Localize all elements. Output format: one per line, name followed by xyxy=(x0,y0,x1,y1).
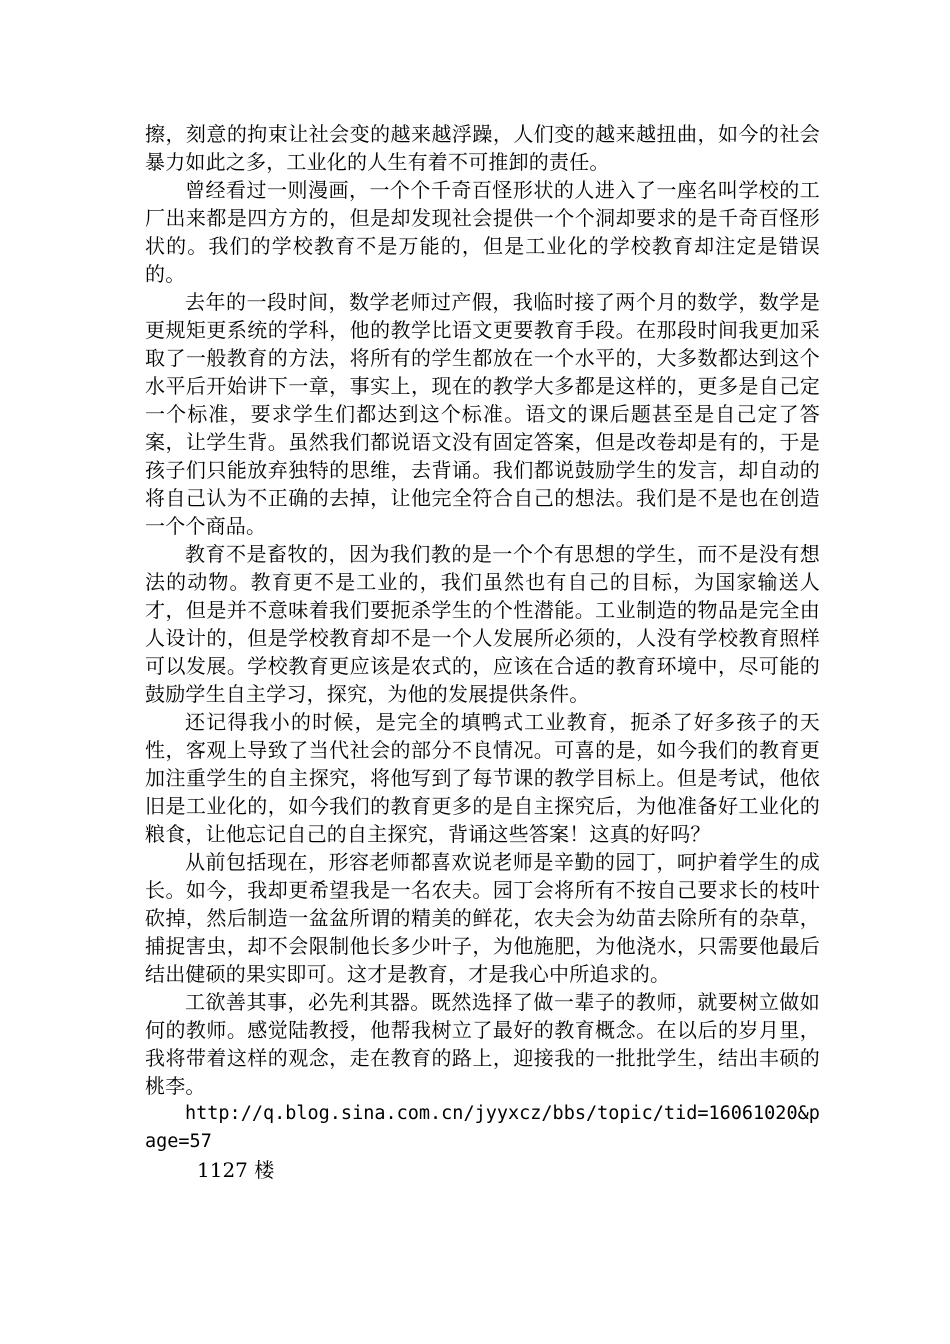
paragraph-5: 还记得我小的时候，是完全的填鸭式工业教育，扼杀了好多孩子的天性，客观上导致了当代社会的部分不良情况。可喜的是，如今我们的教育更加注重学生的自主探究，将他写到了每节课的教学目标上。但是考试，他依旧是工业化的，如今我们的教育更多的是自主探究后，为他准备好工业化的粮食，让他忘记自己的自主探究，背诵这些答案！这真的好吗？ xyxy=(145,710,820,846)
source-url: http://q.blog.sina.com.cn/jyyxcz/bbs/topic/tid=16061020&page=57 xyxy=(145,1103,820,1152)
document-page xyxy=(145,120,820,1184)
paragraph-3: 去年的一段时间，数学老师过产假，我临时接了两个月的数学，数学是更规矩更系统的学科，他的教学比语文更要教育手段。在那段时间我更加采取了一般教育的方法，将所有的学生都放在一个水平的，大多数都达到这个水平后开始讲下一章，事实上，现在的教学大多都是这样的，更多是自己定一个标准，要求学生们都达到这个标准。语文的课后题甚至是自己定了答案，让学生背。虽然我们都说语文没有固定答案，但是改卷却是有的，于是孩子们只能放弃独特的思维，去背诵。我们都说鼓励学生的发言，却自动的将自己认为不正确的去掉，让他完全符合自己的想法。我们是不是也在创造一个个商品。 xyxy=(145,290,820,538)
paragraph-2: 曾经看过一则漫画，一个个千奇百怪形状的人进入了一座名叫学校的工厂出来都是四方方的，但是却发现社会提供一个个洞却要求的是千奇百怪形状的。我们的学校教育不是万能的，但是工业化的学校教育却注定是错误的。 xyxy=(145,178,820,286)
floor-number: 1127 楼 xyxy=(197,1158,275,1182)
paragraph-4: 教育不是畜牧的，因为我们教的是一个个有思想的学生，而不是没有想法的动物。教育更不是工业的，我们虽然也有自己的目标，为国家输送人才，但是并不意味着我们要扼杀学生的个性潜能。工业制造的物品是完全由人设计的，但是学校教育却不是一个人发展所必须的，人没有学校教育照样可以发展。学校教育更应该是农式的，应该在合适的教育环境中，尽可能的鼓励学生自主学习，探究，为他的发展提供条件。 xyxy=(145,542,820,706)
paragraph-6: 从前包括现在，形容老师都喜欢说老师是辛勤的园丁，呵护着学生的成长。如今，我却更希望我是一名农夫。园丁会将所有不按自己要求长的枝叶砍掉，然后制造一盆盆所谓的精美的鲜花，农夫会为幼苗去除所有的杂草，捕捉害虫，却不会限制他长多少叶子，为他施肥，为他浇水，只需要他最后结出健硕的果实即可。这才是教育，才是我心中所追求的。 xyxy=(145,850,820,986)
paragraph-7: 工欲善其事，必先利其器。既然选择了做一辈子的教师，就要树立做如何的教师。感觉陆教授，他帮我树立了最好的教育概念。在以后的岁月里，我将带着这样的观念，走在教育的路上，迎接我的一批批学生，结出丰硕的桃李。 xyxy=(145,990,820,1098)
paragraph-1: 擦，刻意的拘束让社会变的越来越浮躁，人们变的越来越扭曲，如今的社会暴力如此之多，工业化的人生有着不可推卸的责任。 xyxy=(145,122,820,174)
